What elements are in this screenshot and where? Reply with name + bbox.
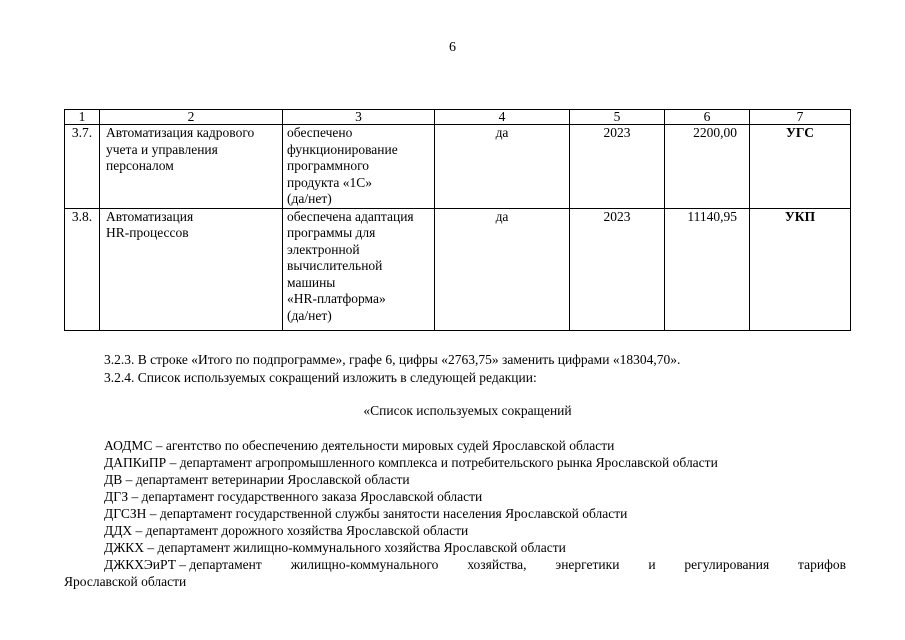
abbreviation-continuation: Ярославской области [64, 574, 187, 589]
table-header-row [65, 110, 851, 125]
list-title: «Список используемых сокращений [363, 403, 572, 418]
executor-cell: УГС [750, 125, 851, 209]
abbreviation-item-justified [104, 557, 846, 573]
text-line: вычислительной [287, 258, 383, 273]
abbreviation-item: ДГЗ – департамент государственного заказа Ярославской области [104, 489, 483, 504]
activity-name [100, 125, 283, 209]
text-line: электронной [287, 241, 360, 257]
text-line: программы для [287, 225, 376, 240]
column-header: 5 [570, 110, 665, 125]
table-row [65, 125, 851, 209]
year-cell: 2023 [570, 208, 665, 330]
amount-cell: 11140,95 [665, 208, 750, 330]
column-header: 1 [65, 110, 100, 125]
text-line: программного [287, 158, 370, 173]
abbreviation-item: ДЖКХ – департамент жилищно-коммунального хозяйства Ярославской области [104, 540, 566, 555]
column-header: 3 [283, 110, 435, 125]
year-cell: 2023 [570, 125, 665, 209]
indicator-value: да [435, 208, 570, 330]
word: хозяйства, [467, 557, 527, 572]
word: регулирования [684, 557, 770, 572]
text-line: (да/нет) [287, 307, 332, 323]
word: ДЖКХЭиРТ – департамент [104, 557, 262, 572]
column-header: 4 [435, 110, 570, 125]
paragraph-3-2-3: 3.2.3. В строке «Итого по подпрограмме», графе 6, цифры «2763,75» заменить цифрами «18304,70». [104, 352, 681, 367]
text-line: персоналом [106, 158, 174, 173]
text-line: функционирование [287, 141, 398, 157]
activity-name [100, 208, 283, 330]
text-line: обеспечено [287, 125, 353, 140]
abbreviation-item: АОДМС – агентство по обеспечению деятельности мировых судей Ярославской области [104, 438, 615, 453]
column-header: 6 [665, 110, 750, 125]
text-line: «HR-платформа» [287, 291, 386, 306]
page-number: 6 [449, 40, 456, 55]
abbreviation-item: ДГСЗН – департамент государственной службы занятости населения Ярославской области [104, 506, 628, 521]
word: жилищно-коммунального [290, 557, 439, 572]
text-line: обеспечена адаптация [287, 208, 414, 224]
text-line: HR-процессов [106, 225, 189, 240]
executor-cell: УКП [750, 208, 851, 330]
text-line: Автоматизация [106, 208, 194, 224]
abbreviation-item: ДДХ – департамент дорожного хозяйства Ярославской области [104, 523, 469, 538]
amount-cell: 2200,00 [665, 125, 750, 209]
row-number: 3.7. [65, 125, 100, 209]
text-line: машины [287, 274, 336, 290]
activity-result [283, 208, 435, 330]
word: и [648, 557, 656, 572]
column-header: 2 [100, 110, 283, 125]
table-row [65, 208, 851, 330]
abbreviation-item: ДАПКиПР – департамент агропромышленного комплекса и потребительского рынка Ярославской области [104, 455, 718, 470]
word: энергетики [555, 557, 620, 572]
program-table [64, 109, 851, 331]
text-line: учета и управления [106, 141, 218, 157]
abbreviation-item: ДВ – департамент ветеринарии Ярославской области [104, 472, 410, 487]
indicator-value: да [435, 125, 570, 209]
row-number: 3.8. [65, 208, 100, 330]
text-line: продукта «1С» [287, 174, 373, 190]
text-line: Автоматизация кадрового [106, 125, 255, 140]
column-header: 7 [750, 110, 851, 125]
text-line: (да/нет) [287, 191, 332, 206]
word: тарифов [798, 557, 846, 572]
paragraph-3-2-4: 3.2.4. Список используемых сокращений изложить в следующей редакции: [104, 370, 537, 385]
activity-result [283, 125, 435, 209]
